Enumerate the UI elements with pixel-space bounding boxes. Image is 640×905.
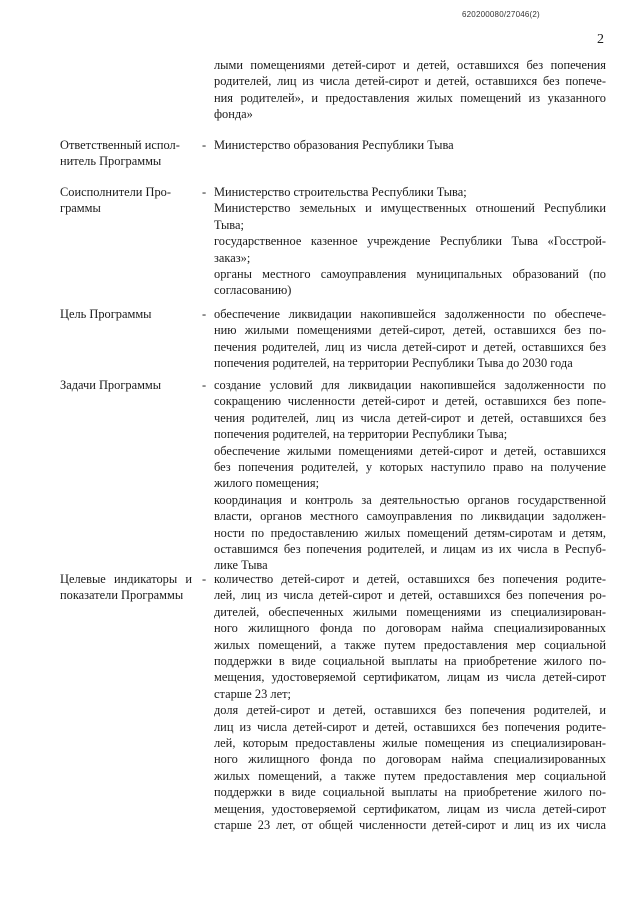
text-line: лыми помещениями детей-сирот и детей, оставшихся без попечения bbox=[214, 58, 606, 72]
text-line: власти, органов местного самоуправления по ликвидации задолжен- bbox=[214, 509, 606, 524]
text-line: фонда» bbox=[214, 107, 253, 122]
text-line: количество детей-сирот и детей, оставшихся без попечения родите- bbox=[214, 572, 606, 586]
text-line: попечения родителей, на территории Республики Тыва до 2030 года bbox=[214, 356, 573, 371]
text-line: мещения, удостоверяемой сертификатом, лицам из числа детей-сирот bbox=[214, 670, 606, 685]
text-line: нию жилыми помещениями детей-сирот, детей, оставшихся без по- bbox=[214, 323, 606, 338]
row-value bbox=[214, 306, 606, 372]
text-line: ного жилищного фонда по договорам найма специализированных bbox=[214, 752, 606, 767]
text-line: ного жилищного фонда по договорам найма специализированных bbox=[214, 621, 606, 636]
text-line: обеспечение жилыми помещениями детей-сирот и детей, оставшихся bbox=[214, 443, 606, 458]
label-line: Цель Программы bbox=[60, 307, 152, 321]
text-line: заказ»; bbox=[214, 250, 251, 265]
text-line: Министерство строительства Республики Тыва; bbox=[214, 185, 467, 199]
label-line: Задачи Программы bbox=[60, 378, 162, 392]
text-line: доля детей-сирот и детей, оставшихся без попечения родителей, и bbox=[214, 703, 606, 718]
row-label bbox=[60, 377, 192, 393]
text-line: государственное казенное учреждение Республики Тыва «Госстрой- bbox=[214, 234, 606, 249]
text-line: лей, лиц из числа детей-сирот и детей, оставшихся без попечения ро- bbox=[214, 588, 606, 603]
row-value bbox=[214, 377, 606, 574]
page-number: 2 bbox=[597, 32, 604, 47]
row-dash: - bbox=[202, 572, 207, 586]
text-line: создание условий для ликвидации накопившейся задолженности по bbox=[214, 378, 606, 392]
row-dash: - bbox=[202, 378, 207, 392]
text-line: мещения, удостоверяемой сертификатом, лицам из числа детей-сирот bbox=[214, 801, 606, 816]
label-line: нитель Программы bbox=[60, 154, 162, 169]
text-line: Министерство образования Республики Тыва bbox=[214, 138, 454, 152]
text-line: старше 23 лет, от общей численности детей-сирот и лиц из их числа bbox=[214, 818, 606, 833]
text-line: координация и контроль за деятельностью органов государственной bbox=[214, 492, 606, 507]
text-line: органы местного самоуправления муниципальных образований (по bbox=[214, 267, 606, 282]
row-dash: - bbox=[202, 185, 207, 199]
label-line: Соисполнители Про- bbox=[60, 185, 171, 199]
continuation-text bbox=[214, 57, 606, 123]
text-line: печения родителей, лиц из числа детей-сирот и детей, оставшихся без bbox=[214, 339, 606, 354]
text-line: Министерство земельных и имущественных отношений Республики bbox=[214, 201, 606, 216]
text-line: дителей, обеспеченных жилыми помещениями из специализирован- bbox=[214, 604, 606, 619]
row-value bbox=[214, 137, 606, 153]
text-line: без попечения родителей, у которых наступило право на получение bbox=[214, 460, 606, 475]
text-line: жилых помещений, а также путем предоставления мер социальной bbox=[214, 637, 606, 652]
label-line: показатели Программы bbox=[60, 588, 184, 603]
text-line: поддержки в виде социальной выплаты на приобретение жилого по- bbox=[214, 654, 606, 669]
row-label bbox=[60, 137, 192, 170]
text-line: сокращению численности детей-сирот и детей, оставшихся без попе- bbox=[214, 394, 606, 409]
text-line: обеспечение ликвидации накопившейся задолженности по обеспече- bbox=[214, 307, 606, 321]
text-line: ния родителей», и предоставления жилых помещений из указанного bbox=[214, 90, 606, 105]
row-label bbox=[60, 571, 192, 604]
document-id: 620200080/27046(2) bbox=[462, 10, 540, 19]
text-line: поддержки в виде социальной выплаты на приобретение жилого по- bbox=[214, 785, 606, 800]
text-line: чения родителей, лиц из числа детей-сирот и детей, оставшихся без bbox=[214, 410, 606, 425]
text-line: лике Тыва bbox=[214, 558, 268, 573]
label-line: Ответственный испол- bbox=[60, 138, 180, 152]
text-line: жилого помещения; bbox=[214, 476, 320, 491]
row-label bbox=[60, 306, 192, 322]
label-line: граммы bbox=[60, 201, 101, 216]
row-value bbox=[214, 184, 606, 299]
text-line: Тыва; bbox=[214, 217, 244, 232]
text-line: лиц из числа детей-сирот и детей, оставшихся без попечения родите- bbox=[214, 719, 606, 734]
text-line: родителей, лиц из числа детей-сирот и детей, оставшихся без попече- bbox=[214, 74, 606, 89]
text-line: попечения родителей, на территории Республики Тыва; bbox=[214, 427, 508, 442]
row-value bbox=[214, 571, 606, 834]
row-dash: - bbox=[202, 307, 207, 321]
text-line: оставшимся без попечения родителей, и лицам из их числа в Респуб- bbox=[214, 542, 606, 557]
text-line: старше 23 лет; bbox=[214, 686, 291, 701]
row-dash: - bbox=[202, 138, 207, 152]
text-line: ности по предоставлению жилых помещений детям-сиротам и детям, bbox=[214, 525, 606, 540]
row-label bbox=[60, 184, 192, 217]
text-line: согласованию) bbox=[214, 283, 292, 298]
text-line: жилых помещений, а также путем предоставления мер социальной bbox=[214, 768, 606, 783]
text-line: лей, которым предоставлены жилые помещения из специализирован- bbox=[214, 736, 606, 751]
label-line: Целевые индикаторы и bbox=[60, 572, 192, 586]
